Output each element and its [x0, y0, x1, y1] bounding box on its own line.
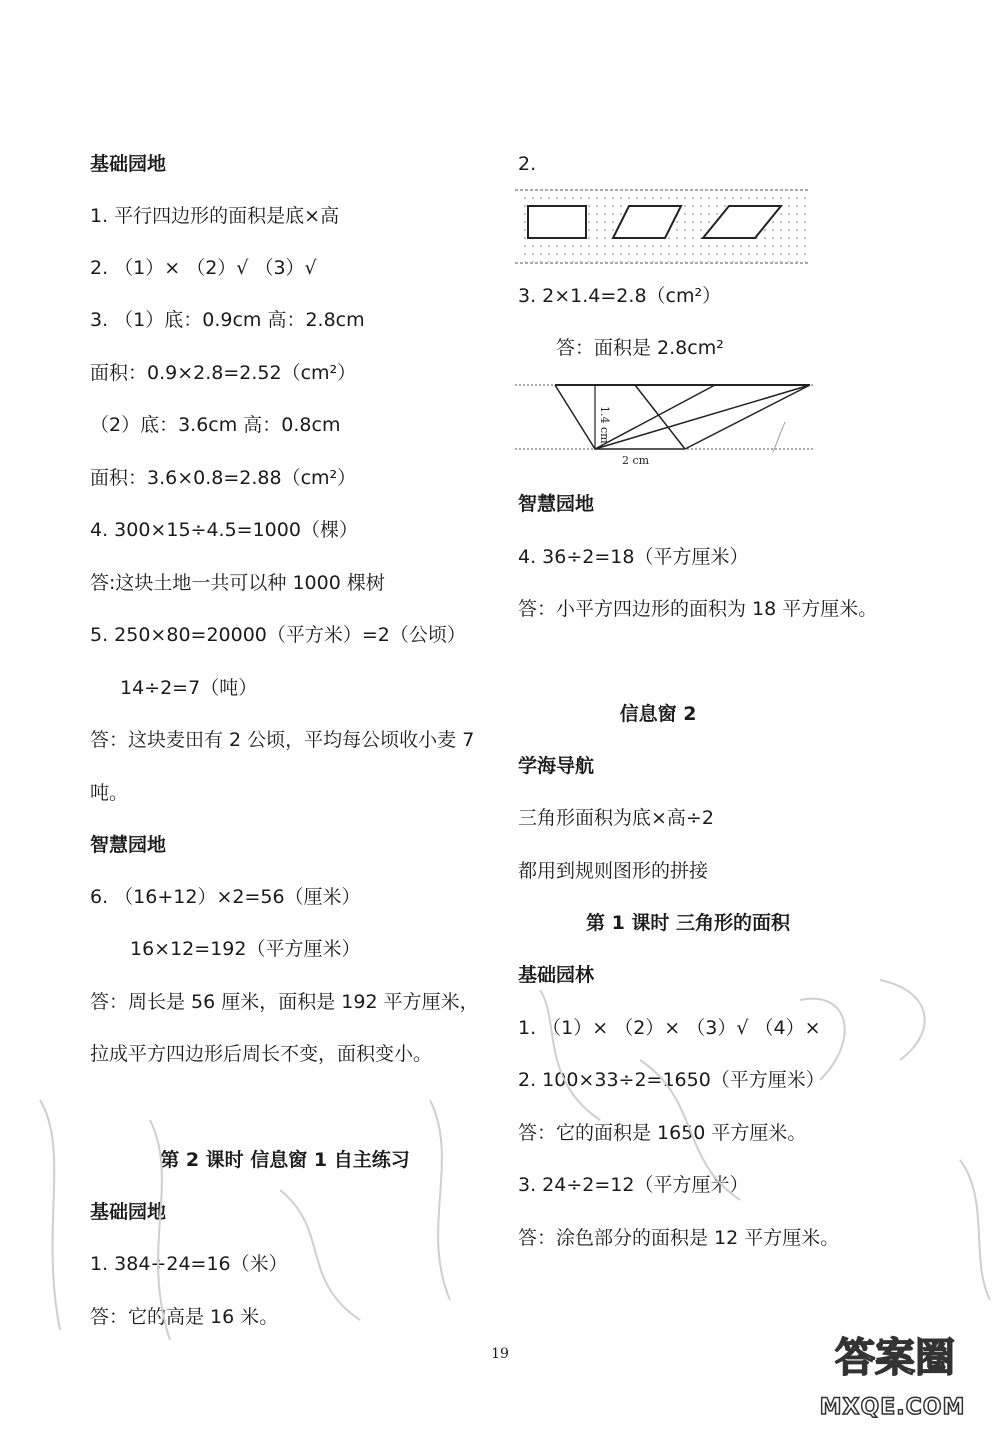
answer-line: 答：面积是 2.8cm² [556, 337, 724, 359]
answer-line: 3. 2×1.4=2.8（cm²） [518, 285, 722, 307]
answer-line: 答：这块麦田有 2 公顷，平均每公顷收小麦 7 [90, 729, 475, 751]
answer-line: （2）底：3.6cm 高：0.8cm [90, 414, 341, 436]
heading-xuehai-daohang: 学海导航 [518, 755, 595, 777]
heading-jichu-yuanlin: 基础园林 [518, 964, 595, 986]
answer-line: 1. （1）× （2）× （3）√ （4）× [518, 1017, 821, 1039]
answer-line: 1. 平行四边形的面积是底×高 [90, 205, 340, 227]
section-title-lesson-2: 第 2 课时 信息窗 1 自主练习 [160, 1149, 410, 1171]
page-number: 19 [491, 1346, 509, 1362]
answer-line: 吨。 [90, 782, 129, 804]
answer-line: 3. 24÷2=12（平方厘米） [518, 1174, 749, 1196]
answer-line: 6. （16+12）×2=56（厘米） [90, 886, 361, 908]
height-label: 1.4 cm [598, 406, 611, 444]
answer-line: 都用到规则图形的拼接 [518, 860, 709, 882]
answer-line: 答：小平方四边形的面积为 18 平方厘米。 [518, 598, 878, 620]
answer-line: 答:这块土地一共可以种 1000 棵树 [90, 572, 385, 594]
answer-line: 拉成平方四边形后周长不变，面积变小。 [90, 1043, 433, 1065]
site-watermark [795, 1325, 990, 1420]
answer-line: 2. 100×33÷2=1650（平方厘米） [518, 1069, 825, 1091]
heading-jichu-yuandi: 基础园地 [90, 153, 167, 175]
answer-line: 14÷2=7（吨） [120, 677, 258, 699]
parallelogram-grid-figure [515, 188, 810, 266]
answer-line: 答：涂色部分的面积是 12 平方厘米。 [518, 1227, 840, 1249]
section-title-lesson-1: 第 1 课时 三角形的面积 [585, 912, 791, 934]
heading-jichu-yuandi: 基础园地 [90, 1201, 167, 1223]
parallelogram-height-figure [515, 380, 815, 468]
section-title-info-window-2: 信息窗 2 [619, 703, 697, 725]
heading-zhihui-yuandi: 智慧园地 [90, 834, 167, 856]
answer-line: 答：周长是 56 厘米，面积是 192 平方厘米， [90, 991, 479, 1013]
rectangle-shape [528, 206, 586, 238]
answer-line: 4. 300×15÷4.5=1000（棵） [90, 519, 358, 541]
answer-line: 2. [518, 153, 537, 175]
base-label: 2 cm [622, 454, 650, 467]
answer-line: 答：它的高是 16 米。 [90, 1306, 279, 1328]
answer-line: 答：它的面积是 1650 平方厘米。 [518, 1122, 807, 1144]
answer-line: 面积：3.6×0.8=2.88（cm²） [90, 467, 357, 489]
answer-line: 5. 250×80=20000（平方米）=2（公顷） [90, 624, 466, 646]
watermark-url: MXQE.COM [819, 1395, 966, 1420]
answer-line: 面积：0.9×2.8=2.52（cm²） [90, 362, 357, 384]
answer-line: 2. （1）× （2）√ （3）√ [90, 257, 317, 279]
answer-line: 4. 36÷2=18（平方厘米） [518, 546, 749, 568]
watermark-logo [815, 1325, 975, 1385]
svg-text:答案圈: 答案圈 [835, 1335, 955, 1381]
answer-line: 三角形面积为底×高÷2 [518, 807, 714, 829]
heading-zhihui-yuandi: 智慧园地 [518, 493, 595, 515]
answer-line: 16×12=192（平方厘米） [130, 938, 361, 960]
answer-line: 1. 384÷24=16（米） [90, 1253, 288, 1275]
answer-line: 3. （1）底：0.9cm 高：2.8cm [90, 309, 365, 331]
